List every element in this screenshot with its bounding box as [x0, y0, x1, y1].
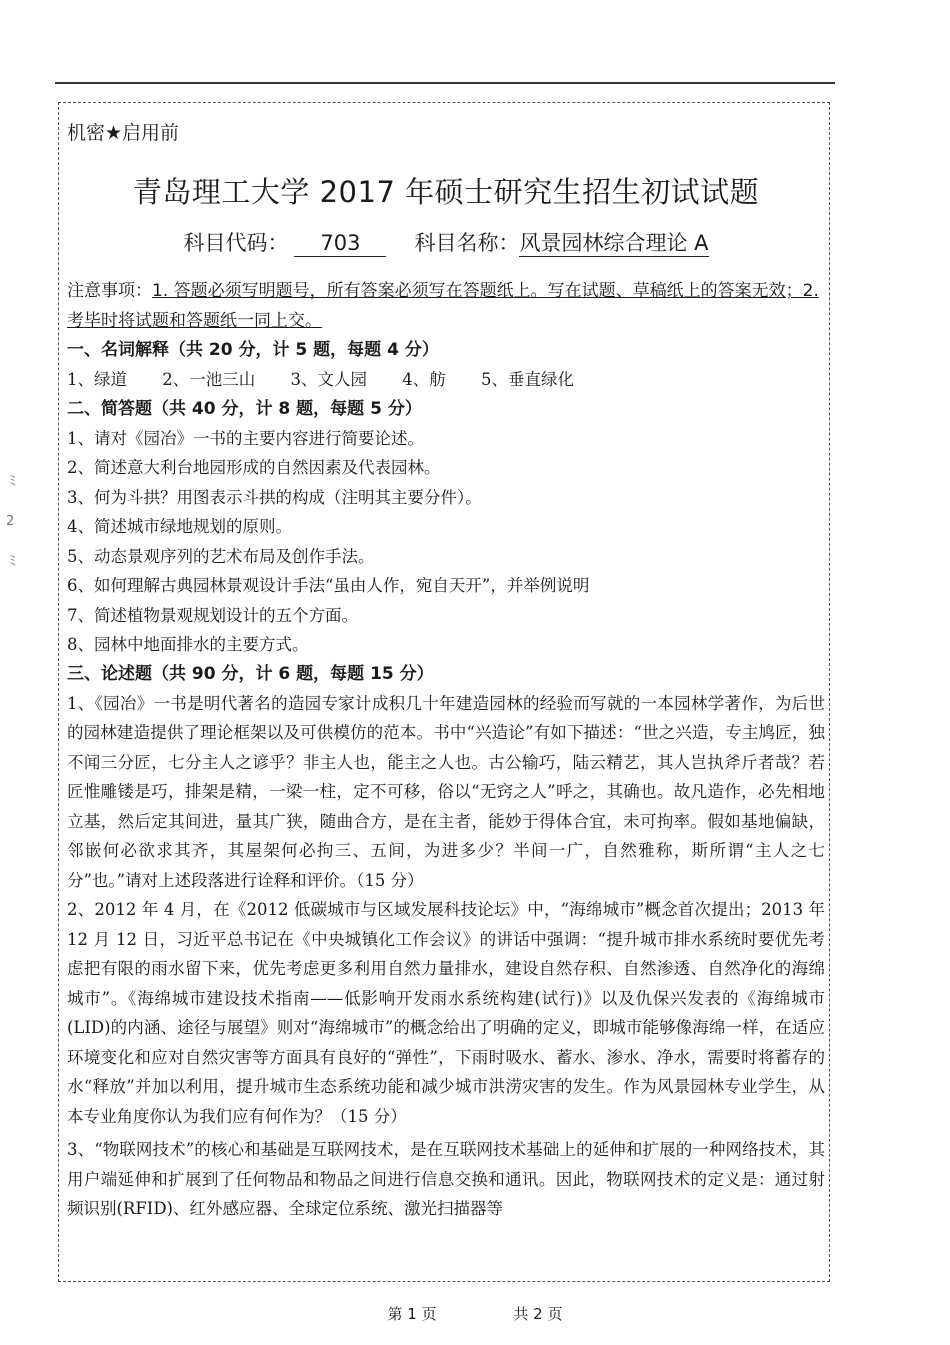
short-question: 2、简述意大利台地园形成的自然因素及代表园林。	[67, 458, 441, 477]
section-3-heading: 三、论述题（共 90 分，计 6 题，每题 15 分）	[67, 663, 434, 684]
term-item: 4、舫	[402, 370, 446, 389]
essay-question-3: 3、“物联网技术”的核心和基础是互联网技术，是在互联网技术基础上的延伸和扩展的一种网络技术，其用户端延伸和扩展到了任何物品和物品之间进行信息交换和通讯。因此，物联网技术的定义是：通过射频识别(RFID)、红外感应器、全球定位系统、激光扫描器等	[67, 1140, 825, 1218]
page-footer	[0, 1303, 950, 1324]
term-list	[67, 365, 825, 395]
short-question: 8、园林中地面排水的主要方式。	[67, 635, 309, 654]
short-question: 1、请对《园冶》一书的主要内容进行简要论述。	[67, 428, 424, 448]
short-question: 5、动态景观序列的艺术布局及创作手法。	[67, 546, 375, 566]
short-question: 3、何为斗拱？用图表示斗拱的构成（注明其主要分件）。	[67, 487, 482, 507]
notice	[67, 276, 825, 336]
term-item: 3、文人园	[290, 370, 367, 389]
exam-content	[67, 112, 825, 1224]
subject-code: 703	[294, 230, 386, 257]
subject-name-label: 科目名称：	[414, 231, 520, 255]
secret-mark: 机密★启用前	[67, 122, 180, 144]
exam-title: 青岛理工大学 2017 年硕士研究生招生初试试题	[132, 175, 760, 209]
page-number: 第 1 页	[387, 1305, 437, 1323]
term-item: 2、一池三山	[162, 370, 256, 389]
term-item: 5、垂直绿化	[481, 370, 574, 389]
short-question: 6、如何理解古典园林景观设计手法“虽由人作，宛自天开”，并举例说明	[67, 576, 590, 595]
essay-question-2: 2、2012 年 4 月，在《2012 低碳城市与区域发展科技论坛》中，“海绵城市”概念首次提出；2013 年 12 月 12 日，习近平总书记在《中央城镇化工作会议》的讲话中强调：“提升城市排水系统时要优先考虑把有限的雨水留下来，优先考虑更多利用自然力量排水，建设自然存积、自然渗透、自然净化的海绵城市”。《海绵城市建设技术指南——低影响开发雨水系统构建(试行)》以及仇保兴发表的《海绵城市(LID)的内涵、途径与展望》则对“海绵城市”的概念给出了明确的定义，即城市能够像海绵一样，在适应环境变化和应对自然灾害等方面具有良好的“弹性”，下雨时吸水、蓄水、渗水、净水，需要时将蓄存的水“释放”并加以利用，提升城市生态系统功能和减少城市洪涝灾害的发生。作为风景园林专业学生，从本专业角度你认为我们应有何作为？（15 分）	[67, 900, 825, 1126]
notice-text: 1. 答题必须写明题号，所有答案必须写在答题纸上。写在试题、草稿纸上的答案无效；2. 考毕时将试题和答题纸一同上交。	[67, 281, 819, 331]
essay-question-1: 1、《园冶》一书是明代著名的造园专家计成积几十年建造园林的经验而写就的一本园林学著作，为后世的园林建造提供了理论框架以及可供模仿的范本。书中“兴造论”有如下描述：“世之兴造，专主鸠匠，独不闻三分匠，七分主人之谚乎？非主人也，能主之人也。古公输巧，陆云精艺，其人岂执斧斤者哉？若匠惟雕镂是巧，排架是精，一梁一柱，定不可移，俗以“无窍之人”呼之，其确也。故凡造作，必先相地立基，然后定其间进，量其广狭，随曲合方，是在主者，能妙于得体合宜，未可拘率。假如基地偏缺，邻嵌何必欲求其齐，其屋架何必拘三、五间，为进多少？半间一广，自然雅称，斯所谓“主人之七分”也。”请对上述段落进行诠释和评价。（15 分）	[67, 693, 825, 890]
section-2-heading: 二、简答题（共 40 分，计 8 题，每题 5 分）	[67, 398, 422, 419]
short-question: 7、简述植物景观规划设计的五个方面。	[67, 605, 358, 625]
subject-code-label: 科目代码：	[183, 231, 289, 255]
subject-name: 风景园林综合理论 A	[519, 231, 709, 255]
short-question: 4、简述城市绿地规划的原则。	[67, 517, 292, 536]
term-item: 1、绿道	[67, 370, 127, 389]
binding-margin-marks: ミ 2 ミ	[6, 474, 20, 569]
section-1-heading: 一、名词解释（共 20 分，计 5 题，每题 4 分）	[67, 340, 439, 360]
page-total: 共 2 页	[513, 1305, 563, 1323]
subject-line	[67, 218, 825, 268]
notice-label: 注意事项：	[67, 281, 152, 301]
top-rule	[55, 82, 835, 84]
